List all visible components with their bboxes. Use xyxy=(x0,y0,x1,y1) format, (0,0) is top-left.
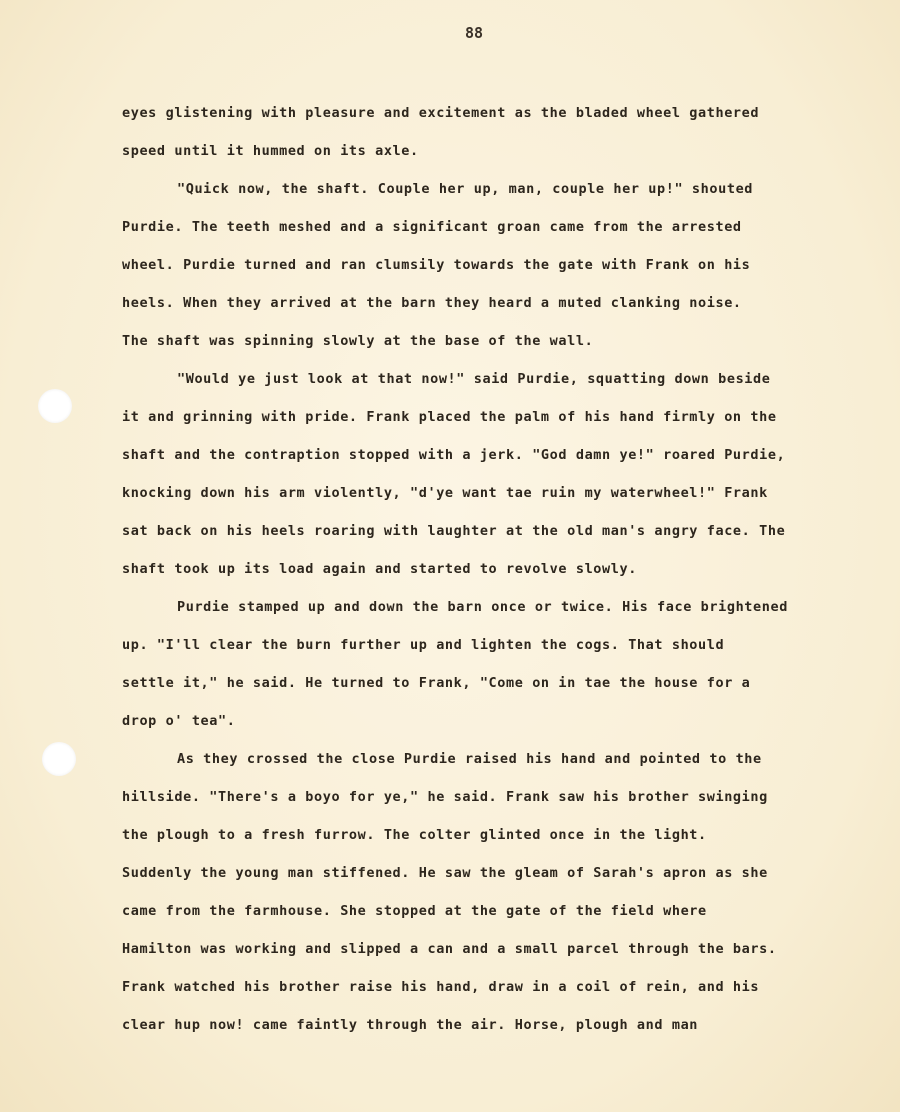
text-line: settle it," he said. He turned to Frank, "Come on in tae the house for a xyxy=(122,675,751,691)
page-number: 88 xyxy=(464,24,484,42)
text-line: "Would ye just look at that now!" said Purdie, squatting down beside xyxy=(177,371,771,387)
text-line: Suddenly the young man stiffened. He saw the gleam of Sarah's apron as she xyxy=(122,865,768,881)
text-line: "Quick now, the shaft. Couple her up, man, couple her up!" shouted xyxy=(177,181,754,197)
text-line: knocking down his arm violently, "d'ye want tae ruin my waterwheel!" Frank xyxy=(122,485,768,501)
text-line: Purdie stamped up and down the barn once or twice. His face brightened xyxy=(177,599,788,615)
text-line: clear hup now! came faintly through the air. Horse, plough and man xyxy=(122,1017,699,1033)
text-line: shaft took up its load again and started to revolve slowly. xyxy=(122,561,637,577)
text-line: up. "I'll clear the burn further up and lighten the cogs. That should xyxy=(122,637,725,653)
text-line: came from the farmhouse. She stopped at the gate of the field where xyxy=(122,903,707,919)
text-line: Frank watched his brother raise his hand, draw in a coil of rein, and his xyxy=(122,979,760,995)
text-line: sat back on his heels roaring with laughter at the old man's angry face. The xyxy=(122,523,786,539)
text-line: heels. When they arrived at the barn they heard a muted clanking noise. xyxy=(122,295,742,311)
text-line: As they crossed the close Purdie raised his hand and pointed to the xyxy=(177,751,762,767)
text-line: drop o' tea". xyxy=(122,713,236,729)
text-line: shaft and the contraption stopped with a jerk. "God damn ye!" roared Purdie, xyxy=(122,447,786,463)
punch-hole-top xyxy=(38,389,72,423)
punch-hole-bottom xyxy=(42,742,76,776)
text-line: hillside. "There's a boyo for ye," he said. Frank saw his brother swinging xyxy=(122,789,768,805)
text-line: eyes glistening with pleasure and excitement as the bladed wheel gathered xyxy=(122,105,760,121)
text-line: Hamilton was working and slipped a can and a small parcel through the bars. xyxy=(122,941,777,957)
text-line: speed until it hummed on its axle. xyxy=(122,143,419,159)
text-line: wheel. Purdie turned and ran clumsily towards the gate with Frank on his xyxy=(122,257,751,273)
text-line: Purdie. The teeth meshed and a significant groan came from the arrested xyxy=(122,219,742,235)
text-line: The shaft was spinning slowly at the base of the wall. xyxy=(122,333,594,349)
text-line: the plough to a fresh furrow. The colter glinted once in the light. xyxy=(122,827,707,843)
text-line: it and grinning with pride. Frank placed the palm of his hand firmly on the xyxy=(122,409,777,425)
